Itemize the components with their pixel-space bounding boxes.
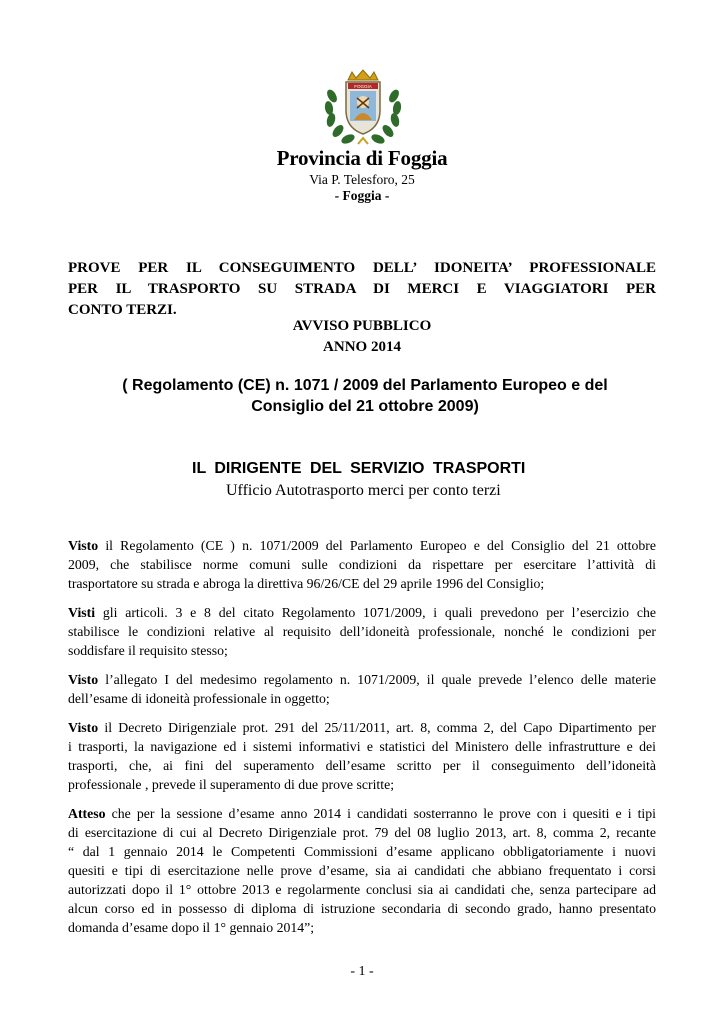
paragraph-line: trasporti, che, ai fini del superamento dell’esame scritto per il conseguimento dell’idoneità — [68, 758, 656, 773]
crest-banner-text: FOGGIA — [354, 84, 372, 89]
province-crest-logo — [322, 66, 404, 148]
paragraph-line: dell’esame di idoneità professionale in oggetto; — [68, 691, 330, 706]
paragraph-line: stabilisce le condizioni relative al requisito dell’idoneità professionale, nonché le condizioni per — [68, 624, 656, 639]
paragraph-visto-regolamento — [68, 536, 656, 593]
paragraph-line: domanda d’esame dopo il 1° gennaio 2014”; — [68, 920, 315, 935]
paragraph-visti-articoli — [68, 603, 656, 660]
paragraph-lead: Visti — [68, 605, 96, 620]
regulation-line: ( Regolamento (CE) n. 1071 / 2009 del Parlamento Europeo e del — [122, 377, 608, 394]
paragraph-line: Visto il Decreto Dirigenziale prot. 291 del 25/11/2011, art. 8, comma 2, del Capo Dipartimento per — [68, 720, 656, 735]
document-subject — [68, 258, 656, 321]
organization-title: Provincia di Foggia — [276, 146, 448, 170]
paragraph-line: Atteso che per la sessione d’esame anno 2014 i candidati sosterranno le prove con i quesiti e i tipi — [68, 806, 656, 821]
notice-heading: AVVISO PUBBLICO — [292, 318, 432, 334]
director-title: IL DIRIGENTE DEL SERVIZIO TRASPORTI — [192, 460, 526, 477]
paragraph-atteso — [68, 804, 656, 937]
paragraph-line: “ dal 1 gennaio 2014 le Competenti Commissioni d’esame applicano obbligatoriamente i nuovi — [68, 844, 656, 859]
paragraph-line: autorizzati dopo il 1° ottobre 2013 e regolarmente conclusi sia ai candidati che, senza partecipare ad — [68, 882, 656, 897]
paragraph-line: quesiti e tipi di esercitazione nelle prove d’esame, sia ai candidati che abbiano frequentato i corsi — [68, 863, 656, 878]
organization-city: - Foggia - — [334, 188, 390, 203]
paragraph-line: Visto l’allegato I del medesimo regolamento n. 1071/2009, il quale prevede l’elenco delle materie — [68, 672, 656, 687]
paragraph-lead: Visto — [68, 672, 99, 687]
paragraph-lead: Atteso — [68, 806, 106, 821]
page-number: - 1 - — [350, 964, 374, 979]
organization-address: Via P. Telesforo, 25 — [309, 172, 415, 187]
regulation-line: Consiglio del 21 ottobre 2009) — [251, 398, 479, 415]
paragraph-visto-decreto — [68, 718, 656, 794]
paragraph-lead: Visto — [68, 720, 99, 735]
paragraph-line: trasportatore su strada e abroga la direttiva 96/26/CE del 29 aprile 1996 del Consiglio; — [68, 576, 545, 591]
paragraph-line: Visto il Regolamento (CE ) n. 1071/2009 del Parlamento Europeo e del Consiglio del 21 ottobre — [68, 538, 656, 553]
paragraph-visto-allegato — [68, 670, 656, 708]
regulation-reference — [80, 375, 650, 417]
paragraph-line: soddisfare il requisito stesso; — [68, 643, 228, 658]
paragraph-line: 2009, che stabilisce norme comuni sulle condizioni da rispettare per esercitare l’attività di — [68, 557, 656, 572]
paragraph-lead: Visto — [68, 538, 99, 553]
year-heading: ANNO 2014 — [323, 339, 401, 355]
paragraph-line: alcun corso ed in possesso di diploma di istruzione secondaria di secondo grado, hanno presentato — [68, 901, 656, 916]
subject-line: CONTO TERZI. — [68, 302, 177, 318]
paragraph-line: i trasporti, la navigazione ed i sistemi informativi e statistici del Ministero delle infrastrutture e dei — [68, 739, 656, 754]
paragraph-line: di esercitazione di cui al Decreto Dirigenziale prot. 79 del 08 luglio 2013, art. 8, comma 2, recante — [68, 825, 656, 840]
paragraph-line: Visti gli articoli. 3 e 8 del citato Regolamento 1071/2009, i quali prevedono per l’esercizio che — [68, 605, 656, 620]
paragraph-line: professionale , prevede il superamento di due prove scritte; — [68, 777, 395, 792]
subject-line: PER IL TRASPORTO SU STRADA DI MERCI E VIAGGIATORI PER — [68, 281, 656, 297]
office-name: Ufficio Autotrasporto merci per conto terzi — [226, 482, 501, 499]
subject-line: PROVE PER IL CONSEGUIMENTO DELL’ IDONEITA’ PROFESSIONALE — [68, 260, 656, 276]
